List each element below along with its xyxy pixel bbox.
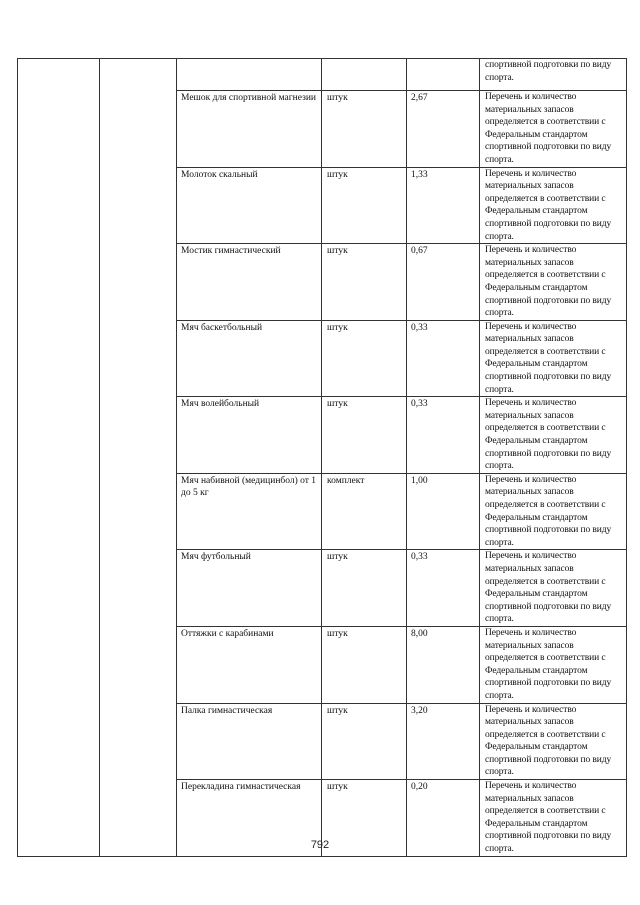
equipment-table-body [18,59,627,857]
quantity-cell: 1,00 [407,473,480,550]
quantity-cell: 3,20 [407,703,480,780]
quantity-cell: 0,33 [407,397,480,474]
unit-cell: комплект [322,473,407,550]
unit-cell: штук [322,320,407,397]
quantity-cell: 1,33 [407,167,480,244]
quantity-cell: 0,20 [407,780,480,857]
continued-unit-cell [322,59,407,91]
unit-cell: штук [322,703,407,780]
note-cell: Перечень и количество материальных запасов определяется в соответствии с Федеральным стандартом спортивной подготовки по виду спорта. [480,397,627,474]
continued-quantity-cell [407,59,480,91]
unit-cell: штук [322,167,407,244]
note-cell: Перечень и количество материальных запасов определяется в соответствии с Федеральным стандартом спортивной подготовки по виду спорта. [480,91,627,168]
note-cell: Перечень и количество материальных запасов определяется в соответствии с Федеральным стандартом спортивной подготовки по виду спорта. [480,703,627,780]
item-name-cell: Оттяжки с карабинами [177,626,322,703]
unit-cell: штук [322,626,407,703]
continued-name-cell [177,59,322,91]
continued-row [18,59,627,91]
item-name-cell: Мешок для спортивной магнезии [177,91,322,168]
unit-cell: штук [322,550,407,627]
note-cell: Перечень и количество материальных запасов определяется в соответствии с Федеральным стандартом спортивной подготовки по виду спорта. [480,626,627,703]
item-name-cell: Мяч волейбольный [177,397,322,474]
item-name-cell: Палка гимнастическая [177,703,322,780]
note-cell: Перечень и количество материальных запасов определяется в соответствии с Федеральным стандартом спортивной подготовки по виду спорта. [480,244,627,321]
equipment-table [17,58,627,857]
unit-cell: штук [322,91,407,168]
item-name-cell: Мяч баскетбольный [177,320,322,397]
quantity-cell: 0,67 [407,244,480,321]
item-name-cell: Мостик гимнастический [177,244,322,321]
unit-cell: штук [322,780,407,857]
unit-cell: штук [322,244,407,321]
item-name-cell: Мяч футбольный [177,550,322,627]
continued-note-cell: спортивной подготовки по виду спорта. [480,59,627,91]
quantity-cell: 8,00 [407,626,480,703]
note-cell: Перечень и количество материальных запасов определяется в соответствии с Федеральным стандартом спортивной подготовки по виду спорта. [480,167,627,244]
page-number: 792 [310,839,330,851]
quantity-cell: 2,67 [407,91,480,168]
quantity-cell: 0,33 [407,320,480,397]
unit-cell: штук [322,397,407,474]
item-name-cell: Молоток скальный [177,167,322,244]
item-name-cell: Перекладина гимнастическая [177,780,322,857]
item-name-cell: Мяч набивной (медицинбол) от 1 до 5 кг [177,473,322,550]
note-cell: Перечень и количество материальных запасов определяется в соответствии с Федеральным стандартом спортивной подготовки по виду спорта. [480,780,627,857]
note-cell: Перечень и количество материальных запасов определяется в соответствии с Федеральным стандартом спортивной подготовки по виду спорта. [480,473,627,550]
empty-column-1-cell [18,59,100,857]
quantity-cell: 0,33 [407,550,480,627]
empty-column-2-cell [100,59,177,857]
note-cell: Перечень и количество материальных запасов определяется в соответствии с Федеральным стандартом спортивной подготовки по виду спорта. [480,550,627,627]
note-cell: Перечень и количество материальных запасов определяется в соответствии с Федеральным стандартом спортивной подготовки по виду спорта. [480,320,627,397]
